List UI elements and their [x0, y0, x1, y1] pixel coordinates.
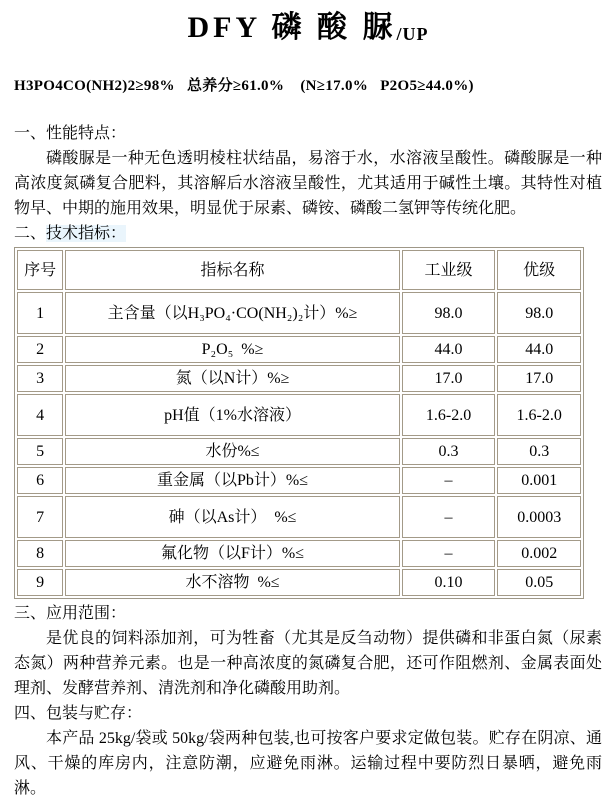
chemical-spec-line: H3PO4CO(NH2)2≥98% 总养分≥61.0% (N≥17.0% P2O5≥44.0%): [14, 78, 474, 94]
row-industrial-value: 1.6-2.0: [402, 394, 496, 436]
row-industrial-value: –: [402, 496, 496, 538]
row-indicator: 砷（以As计） %≤: [65, 496, 399, 538]
row-index: 7: [17, 496, 63, 538]
row-indicator: P₂O₅ %≥: [65, 336, 399, 363]
row-index: 6: [17, 467, 63, 494]
row-indicator: 主含量（以H₃PO₄·CO(NH₂)₂计）%≥: [65, 292, 399, 334]
page-title: [14, 8, 602, 54]
row-index: 5: [17, 438, 63, 465]
row-premium-value: 0.001: [497, 467, 581, 494]
row-index: 8: [17, 540, 63, 567]
table-row: [17, 540, 581, 567]
table-row: [17, 365, 581, 392]
row-premium-value: 0.0003: [497, 496, 581, 538]
row-premium-value: 1.6-2.0: [497, 394, 581, 436]
row-industrial-value: 17.0: [402, 365, 496, 392]
table-row: [17, 569, 581, 596]
row-premium-value: 44.0: [497, 336, 581, 363]
row-indicator: 重金属（以Pb计）%≤: [65, 467, 399, 494]
table-header-row: [17, 250, 581, 290]
row-index: 4: [17, 394, 63, 436]
page-title-suffix: /UP: [396, 24, 429, 44]
row-industrial-value: 0.3: [402, 438, 496, 465]
col-header-index: 序号: [17, 250, 63, 290]
table-row: [17, 438, 581, 465]
row-index: 3: [17, 365, 63, 392]
table-row: [17, 336, 581, 363]
row-premium-value: 0.002: [497, 540, 581, 567]
row-indicator: 水不溶物 %≤: [65, 569, 399, 596]
col-header-industrial: 工业级: [402, 250, 496, 290]
section-4-heading: 四、包装与贮存：: [14, 705, 143, 722]
row-index: 2: [17, 336, 63, 363]
table-row: [17, 292, 581, 334]
page-title-main: DFY 磷 酸 脲: [187, 11, 397, 44]
row-indicator: 水份%≤: [65, 438, 399, 465]
section-3-heading: 三、应用范围：: [14, 605, 127, 622]
section-3-body: 是优良的饲料添加剂，可为牲畜（尤其是反刍动物）提供磷和非蛋白氮（尿素态氮）两种营养元素。也是一种高浓度的氮磷复合肥，还可作阻燃剂、金属表面处理剂、发酵营养剂、清洗剂和净化磷酸用助剂。: [14, 630, 602, 697]
row-industrial-value: –: [402, 467, 496, 494]
row-premium-value: 0.05: [497, 569, 581, 596]
section-1-heading: 一、性能特点：: [14, 125, 127, 142]
section-1-body: 磷酸脲是一种无色透明棱柱状结晶，易溶于水，水溶液呈酸性。磷酸脲是一种高浓度氮磷复合肥料，其溶解后水溶液呈酸性，尤其适用于碱性土壤。其特性对植物早、中期的施用效果，明显优于尿素、磷铵、磷酸二氢钾等传统化肥。: [14, 150, 602, 217]
row-index: 1: [17, 292, 63, 334]
section-2-heading: [14, 221, 602, 246]
section-4-body: 本产品 25kg/袋或 50kg/袋两种包装,也可按客户要求定做包装。贮存在阴凉、通风、干燥的库房内，注意防潮，应避免雨淋。运输过程中要防烈日暴晒，避免雨淋。: [14, 730, 602, 797]
col-header-indicator: 指标名称: [65, 250, 399, 290]
row-indicator: 氮（以N计）%≥: [65, 365, 399, 392]
row-indicator: pH值（1%水溶液）: [65, 394, 399, 436]
col-header-premium: 优级: [497, 250, 581, 290]
row-industrial-value: –: [402, 540, 496, 567]
row-premium-value: 17.0: [497, 365, 581, 392]
row-index: 9: [17, 569, 63, 596]
table-row: [17, 467, 581, 494]
row-industrial-value: 0.10: [402, 569, 496, 596]
technical-spec-table: [14, 247, 584, 599]
table-row: [17, 496, 581, 538]
section-2-label: 技术指标：: [46, 225, 127, 242]
row-industrial-value: 98.0: [402, 292, 496, 334]
section-2-prefix: 二、: [14, 225, 47, 242]
row-premium-value: 98.0: [497, 292, 581, 334]
row-industrial-value: 44.0: [402, 336, 496, 363]
row-premium-value: 0.3: [497, 438, 581, 465]
table-row: [17, 394, 581, 436]
row-indicator: 氟化物（以F计）%≤: [65, 540, 399, 567]
